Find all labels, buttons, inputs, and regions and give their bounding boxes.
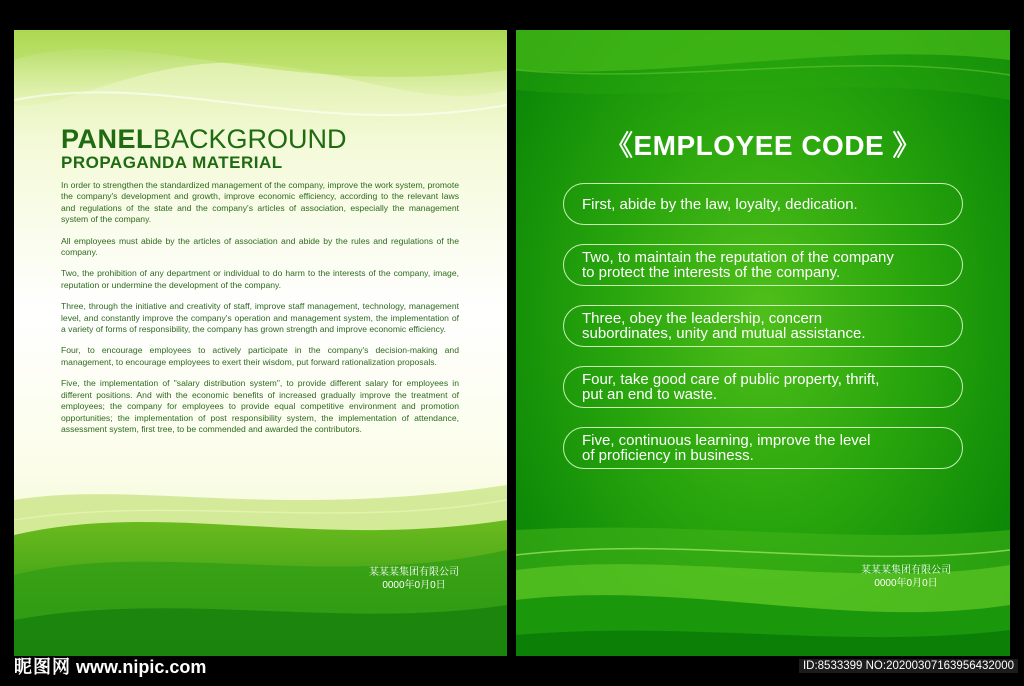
company-name: 某某某集团有限公司 xyxy=(861,565,951,576)
code-item-line: subordinates, unity and mutual assistance. xyxy=(582,325,866,342)
left-title-block xyxy=(61,124,347,172)
code-item-line: First, abide by the law, loyalty, dedication. xyxy=(582,195,858,213)
title-bold: PANEL xyxy=(61,124,154,154)
company-date: 0000年0月0日 xyxy=(874,578,938,589)
paragraph: Two, the prohibition of any department or individual to do harm to the interests of the company, image, reputation or undermine the development of the company. xyxy=(61,268,459,290)
image-id-label: ID:8533399 NO:20200307163956432000 xyxy=(799,659,1018,673)
paragraph: Four, to encourage employees to actively participate in the company's decision-making and management, to encourage employees to exert their wisdom, put forward rationalization proposals. xyxy=(61,345,459,367)
code-item xyxy=(563,366,963,408)
title-regular: BACKGROUND xyxy=(153,124,347,154)
site-url: www.nipic.com xyxy=(76,657,207,677)
code-item-line: Three, obey the leadership, concern xyxy=(582,310,823,327)
paragraph: In order to strengthen the standardized management of the company, improve the work system, promote the company's development and growth, improve economic efficiency, according to the relevant laws and regulations of the state and the company's articles of association, especially the management system of the company. xyxy=(61,180,459,225)
right-company-block xyxy=(846,564,966,590)
code-item-line: put an end to waste. xyxy=(582,386,718,403)
employee-code-title: 《EMPLOYEE CODE 》 xyxy=(604,130,922,161)
code-item-line: Two, to maintain the reputation of the company xyxy=(582,249,894,266)
code-item xyxy=(563,244,963,286)
code-item xyxy=(563,183,963,225)
code-item xyxy=(563,427,963,469)
site-watermark xyxy=(14,656,206,678)
paragraph: Three, through the initiative and creativity of staff, improve staff management, technology, management level, and constantly improve the company's operation and management system, the implementation of a variety of forms of responsibility, the company has grown strength and improve economic efficiency. xyxy=(61,301,459,335)
site-name-cn: 昵图网 xyxy=(14,657,71,677)
panel-subtitle: PROPAGANDA MATERIAL xyxy=(61,153,283,172)
code-item-line: of proficiency in business. xyxy=(582,447,754,464)
paragraph: Five, the implementation of "salary distribution system", to provide different salary for employees in different positions. And with the economic benefits of increased gradually improve the treatment of employees; the company for employees to provide equal competitive environment and promotion opportunities; the implementation of post responsibility system, the implementation of attendance, assessment system, first tree, to be commended and awarded the contributors. xyxy=(61,378,459,434)
code-item-line: Four, take good care of public property, thrift, xyxy=(582,371,880,388)
left-panel xyxy=(14,30,507,656)
right-panel xyxy=(516,30,1010,656)
left-company-block xyxy=(364,566,464,592)
code-item xyxy=(563,305,963,347)
code-item-line: Five, continuous learning, improve the level xyxy=(582,432,871,449)
paragraph: All employees must abide by the articles of association and abide by the rules and regulations of the company. xyxy=(61,235,459,258)
company-date: 0000年0月0日 xyxy=(382,580,446,591)
panel-title xyxy=(61,124,347,154)
company-name: 某某某集团有限公司 xyxy=(369,567,459,578)
body-text xyxy=(61,180,459,445)
code-item-line: to protect the interests of the company. xyxy=(582,264,841,281)
